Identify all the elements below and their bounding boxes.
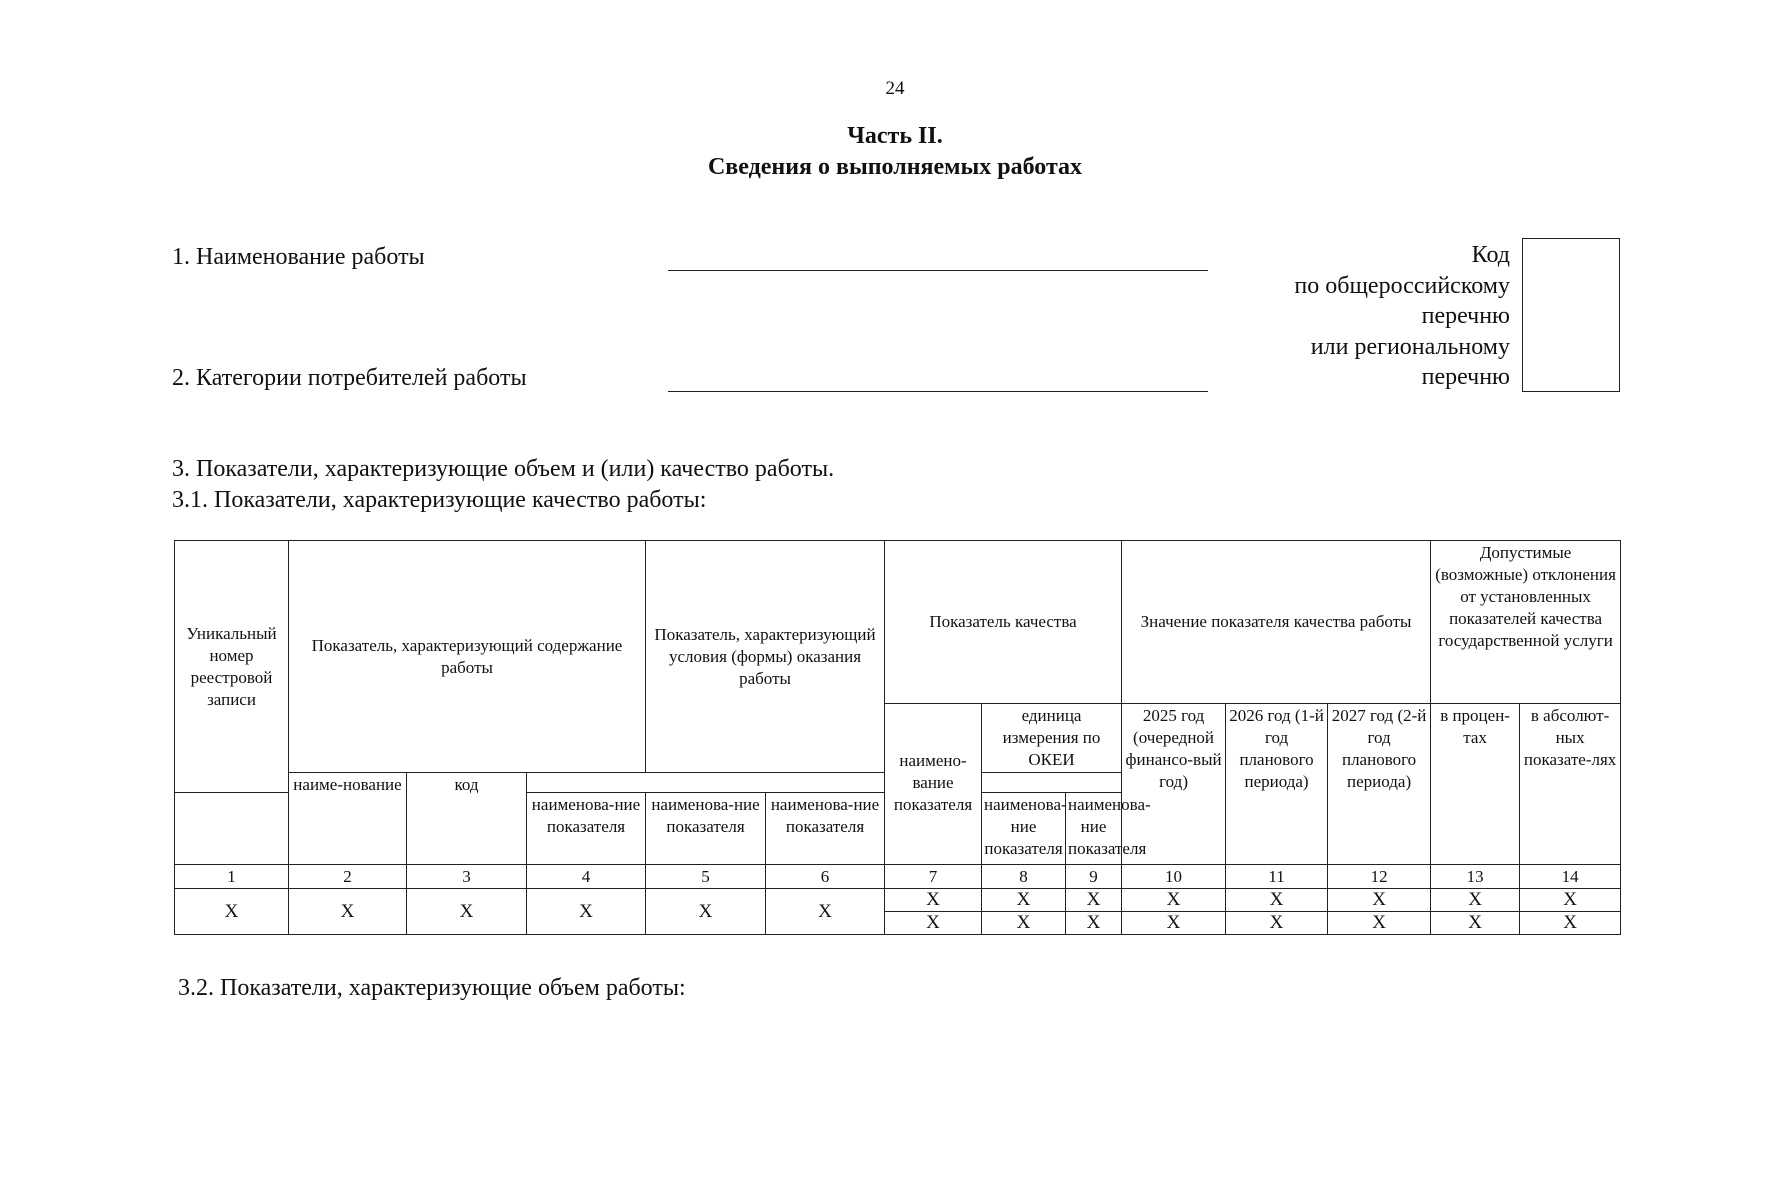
consumer-category-blank-line[interactable] bbox=[668, 391, 1208, 392]
header-conditions-name-2: наименова-ние показателя bbox=[1066, 793, 1122, 865]
registry-code-box[interactable] bbox=[1522, 238, 1620, 392]
table-cell: X bbox=[885, 889, 982, 912]
table-cell: X bbox=[646, 889, 766, 935]
consumer-category-label: 2. Категории потребителей работы bbox=[172, 365, 527, 391]
header-conditions-name-1: наименова-ние показателя bbox=[982, 793, 1066, 865]
section-3-title: 3. Показатели, характеризующие объем и (или) качество работы. bbox=[172, 456, 835, 482]
work-name-label: 1. Наименование работы bbox=[172, 244, 425, 270]
part-title: Часть II. bbox=[847, 123, 943, 149]
table-cell: X bbox=[527, 889, 646, 935]
table-cell: X bbox=[1122, 912, 1226, 935]
column-number: 1 bbox=[175, 865, 289, 889]
header-unique-number: Уникальный номер реестровой записи bbox=[175, 541, 289, 793]
code-label-line: перечню bbox=[1421, 364, 1510, 390]
quality-indicators-table bbox=[174, 540, 1620, 942]
header-content-name-1: наименова-ние показателя bbox=[527, 793, 646, 865]
header-deviation-percent: в процен-тах bbox=[1431, 704, 1520, 865]
table-cell: X bbox=[1328, 912, 1431, 935]
column-number: 4 bbox=[527, 865, 646, 889]
table-cell: X bbox=[766, 889, 885, 935]
column-number: 13 bbox=[1431, 865, 1520, 889]
table-cell: X bbox=[289, 889, 407, 935]
table-cell: X bbox=[1226, 912, 1328, 935]
table-cell: X bbox=[1431, 889, 1520, 912]
table-cell: X bbox=[1066, 912, 1122, 935]
table-cell: X bbox=[1226, 889, 1328, 912]
header-quality-indicator: Показатель качества bbox=[885, 541, 1122, 704]
header-unit-okei: единица измерения по ОКЕИ bbox=[982, 704, 1122, 773]
column-number: 5 bbox=[646, 865, 766, 889]
column-number: 8 bbox=[982, 865, 1066, 889]
table-cell: X bbox=[1431, 912, 1520, 935]
column-number: 2 bbox=[289, 865, 407, 889]
header-quality-value: Значение показателя качества работы bbox=[1122, 541, 1431, 704]
table-cell: X bbox=[885, 912, 982, 935]
column-number: 3 bbox=[407, 865, 527, 889]
table-cell: X bbox=[982, 889, 1066, 912]
table-cell: X bbox=[407, 889, 527, 935]
column-number: 11 bbox=[1226, 865, 1328, 889]
table-cell: X bbox=[982, 912, 1066, 935]
work-name-blank-line[interactable] bbox=[668, 270, 1208, 271]
column-number: 12 bbox=[1328, 865, 1431, 889]
code-label-line: Код bbox=[1471, 242, 1510, 268]
code-label-line: перечню bbox=[1421, 303, 1510, 329]
header-allowed-deviation: Допустимые (возможные) отклонения от установленных показателей качества государственной услуги bbox=[1431, 541, 1621, 704]
header-unit-name: наиме-нование bbox=[289, 773, 407, 865]
column-number: 9 bbox=[1066, 865, 1122, 889]
section-3-1-title: 3.1. Показатели, характеризующие качество работы: bbox=[172, 487, 707, 513]
table-cell: X bbox=[1520, 912, 1621, 935]
column-number: 7 bbox=[885, 865, 982, 889]
header-content-indicator: Показатель, характеризующий содержание работы bbox=[289, 541, 646, 773]
code-label-line: по общероссийскому bbox=[1294, 272, 1510, 299]
column-number: 6 bbox=[766, 865, 885, 889]
header-year-2026: 2026 год (1-й год планового периода) bbox=[1226, 704, 1328, 865]
header-year-2025: 2025 год (очередной финансо-вый год) bbox=[1122, 704, 1226, 865]
table-cell: X bbox=[1328, 889, 1431, 912]
header-content-name-2: наименова-ние показателя bbox=[646, 793, 766, 865]
registry-code-label bbox=[1200, 240, 1510, 393]
part-subtitle: Сведения о выполняемых работах bbox=[707, 154, 1083, 180]
header-unit-code: код bbox=[407, 773, 527, 865]
code-label-line: или региональному bbox=[1310, 333, 1510, 360]
column-number: 10 bbox=[1122, 865, 1226, 889]
table-cell: X bbox=[1066, 889, 1122, 912]
table-cell: X bbox=[1520, 889, 1621, 912]
page-number: 24 bbox=[885, 78, 905, 99]
header-content-name-3: наименова-ние показателя bbox=[766, 793, 885, 865]
header-year-2027: 2027 год (2-й год планового периода) bbox=[1328, 704, 1431, 865]
table-cell: X bbox=[175, 889, 289, 935]
table-cell: X bbox=[1122, 889, 1226, 912]
header-conditions-indicator: Показатель, характеризующий условия (формы) оказания работы bbox=[646, 541, 885, 773]
header-indicator-name: наимено-вание показателя bbox=[885, 704, 982, 865]
column-number: 14 bbox=[1520, 865, 1621, 889]
section-3-2-title: 3.2. Показатели, характеризующие объем работы: bbox=[178, 975, 686, 1001]
header-deviation-absolute: в абсолют-ных показате-лях bbox=[1520, 704, 1621, 865]
